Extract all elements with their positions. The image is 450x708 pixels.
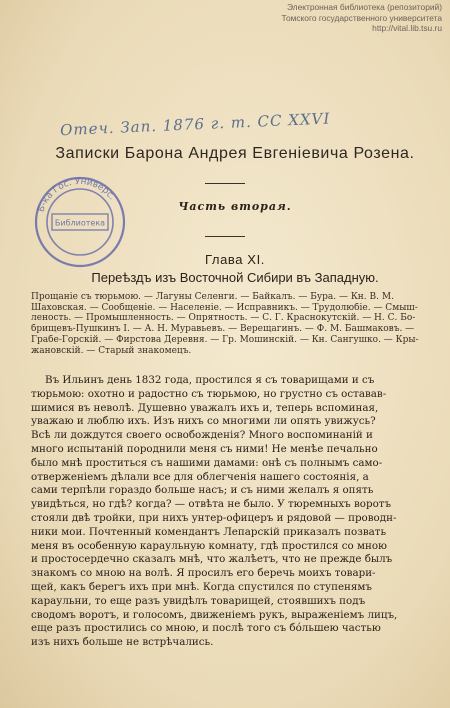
body-line: изъ нихъ больше не встрѣчались. — [31, 636, 214, 649]
handwritten-note: Отеч. Зап. 1876 г. т. CC XXVI — [59, 109, 331, 140]
watermark-line: Электронная библиотека (репозиторий) — [286, 2, 442, 12]
body-line: Въ Ильинъ день 1832 года, простился я съ товарищами и съ — [45, 374, 375, 386]
watermark-line: http://vital.lib.tsu.ru — [372, 23, 442, 33]
divider — [205, 183, 245, 184]
body-line: много испытаній породнили меня съ ними! Не менѣе печально — [31, 442, 378, 455]
summary-line: Шаховская. — Сообщеніе. — Населеніе. — Исправникъ. — Трудолюбіе. — Смыш- — [31, 302, 418, 313]
body-line: сводомъ воротъ, и голосомъ, движеніемъ рукъ, выраженіемъ лицъ, — [31, 608, 398, 621]
body-line: караульни, то еще разъ увидѣлъ товарищей, стоявшихъ подъ — [31, 594, 366, 607]
body-line: уважаю и люблю ихъ. Изъ нихъ со многими ли опять увижусь? — [31, 415, 376, 428]
summary-line: леность. — Промышленность. — Опрятность. — С. Г. Краснокутскій. — Н. С. Бо- — [31, 313, 416, 324]
summary-line: Прощаніе съ тюрьмою. — Лагуны Селенги. — Байкалъ. — Бура. — Кн. В. М. — [31, 292, 394, 302]
body-line: знакомъ со мною на волѣ. Я просилъ его беречь моихъ товари- — [31, 567, 376, 580]
library-watermark — [242, 2, 442, 34]
chapter-summary — [31, 292, 423, 356]
body-line: увидѣться, но гдѣ? когда? — отвѣта не было. У тюремныхъ воротъ — [31, 498, 392, 511]
body-line: меня въ особенную караульную комнату, гдѣ простился со мною — [31, 539, 388, 552]
part-heading: Часть вторая. — [178, 200, 292, 213]
chapter-number: Глава XI. — [204, 252, 266, 267]
body-line: сами терпѣли гораздо больше насъ; и съ ними желалъ я опять — [31, 484, 374, 497]
divider — [205, 236, 245, 237]
body-line: отверженіемъ дѣлали все для облегченія нашего состоянія, а — [31, 470, 369, 483]
body-line: ники мои. Почтенный комендантъ Лепарскій приказалъ позвать — [31, 525, 387, 538]
body-line: еще разъ простились со мною, и послѣ того съ бóльшею частью — [31, 622, 381, 635]
body-line: и простосердечно сказалъ мнѣ, что жалѣетъ, что не прежде былъ — [31, 553, 393, 566]
document-title: Записки Барона Андрея Евгеніевича Розена. — [55, 145, 415, 162]
watermark-line: Томского государственного университета — [281, 12, 442, 23]
body-line: Всѣ ли дождутся своего освобожденія? Много воспоминаній и — [31, 429, 373, 442]
body-line: щей, какъ берегъ ихъ при мнѣ. Когда спустился по ступенямъ — [31, 580, 372, 593]
body-line: тюрьмою: охотно и радостно съ тюрьмою, но грустно съ оставав- — [31, 387, 387, 400]
summary-line: жановскій. — Старый знакомецъ. — [31, 345, 192, 356]
body-paragraph — [31, 374, 423, 650]
summary-line: Грабе-Горскій. — Фирстова Деревня. — Гр. Мошинскій. — Кн. Сангушко. — Кры- — [31, 334, 419, 345]
body-line: шимися въ неволѣ. Душевно уважалъ ихъ и, теперь вспоминая, — [31, 401, 379, 414]
summary-line: брищевъ-Пушкинъ I. — А. Н. Муравьевъ. — Верещагинъ. — Ф. М. Башмаковъ. — — [31, 324, 415, 335]
chapter-title: Переѣздъ изъ Восточной Сибири въ Западную. — [91, 270, 379, 285]
stamp-ring-text: Б-ка Гос. Универс. — [36, 176, 117, 214]
body-line: было мнѣ проститься съ нашими дамами: онѣ съ полнымъ само- — [31, 456, 383, 469]
stamp-center-text: Библиотека — [54, 218, 106, 228]
body-line: стояли двѣ тройки, при нихъ унтер-офицеръ и рядовой — проводн- — [31, 511, 397, 524]
